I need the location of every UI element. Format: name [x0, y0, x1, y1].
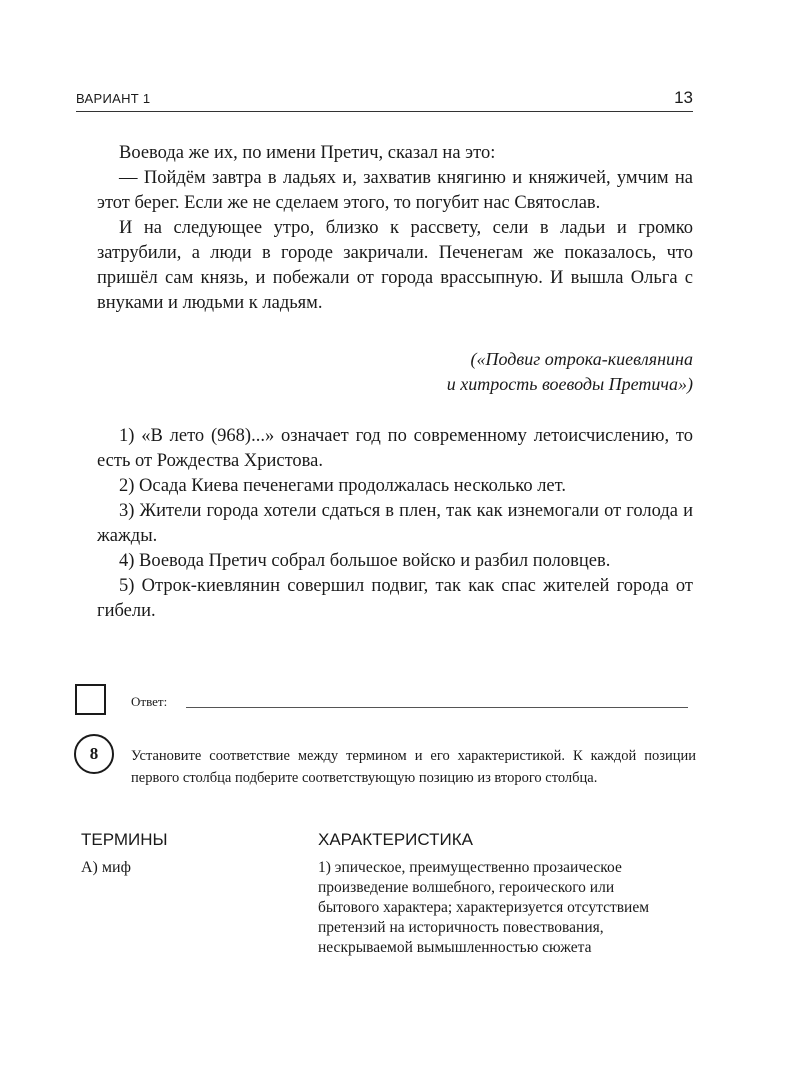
- terms-column-header: ТЕРМИНЫ: [81, 830, 168, 849]
- statement-item: 5) Отрок-киевлянин совершил подвиг, так как спас жителей города от гибели.: [97, 576, 693, 621]
- statement-item: 2) Осада Киева печенегами продолжалась несколько лет.: [119, 476, 566, 496]
- passage-paragraph: — Пойдём завтра в ладьях и, захватив княгиню и княжичей, умчим на этот берег. Если же не сделаем этого, то погубит нас Святослав.: [97, 168, 693, 213]
- attribution-line: («Подвиг отрока-киевлянина: [470, 349, 693, 369]
- passage-attribution: [97, 347, 693, 397]
- answer-label: Ответ:: [131, 694, 168, 709]
- page-number: 13: [674, 88, 693, 107]
- term-item: А) миф: [81, 859, 131, 876]
- passage-text: [97, 141, 693, 316]
- passage-paragraph: Воевода же их, по имени Претич, сказал на это:: [119, 143, 496, 163]
- statements-list: [97, 424, 693, 624]
- attribution-line: и хитрость воеводы Претича»): [446, 374, 693, 394]
- header-divider: [76, 111, 693, 112]
- statement-item: 4) Воевода Претич собрал большое войско и разбил половцев.: [119, 551, 611, 571]
- answer-line[interactable]: [186, 707, 688, 708]
- header-variant: ВАРИАНТ 1: [76, 91, 151, 106]
- task-instruction: Установите соответствие между термином и его характеристикой. К каждой позиции первого столбца подберите соответствующую позицию из второго столбца.: [131, 748, 696, 786]
- task-number: 8: [89, 744, 99, 763]
- passage-paragraph: И на следующее утро, близко к рассвету, сели в ладьи и громко затрубили, а люди в городе закричали. Печенегам же показалось, что пришёл сам князь, и побежали от города врассыпную. И вышла Ольга с внуками и людьми к ладьям.: [97, 218, 693, 313]
- statement-item: 1) «В лето (968)...» означает год по современному летоисчислению, то есть от Рождества Христова.: [97, 426, 693, 471]
- characteristic-item: 1) эпическое, преимущественно прозаическое произведение волшебного, героического или бытового характера; характеризуется отсутствием претензий на историчность повествования, нескрываемой вымышленностью сюжета: [318, 859, 650, 956]
- task-number-badge: [74, 734, 114, 774]
- statement-item: 3) Жители города хотели сдаться в плен, так как изнемогали от голода и жажды.: [97, 501, 693, 546]
- characteristics-column-header: ХАРАКТЕРИСТИКА: [318, 830, 473, 849]
- answer-checkbox[interactable]: [75, 684, 106, 715]
